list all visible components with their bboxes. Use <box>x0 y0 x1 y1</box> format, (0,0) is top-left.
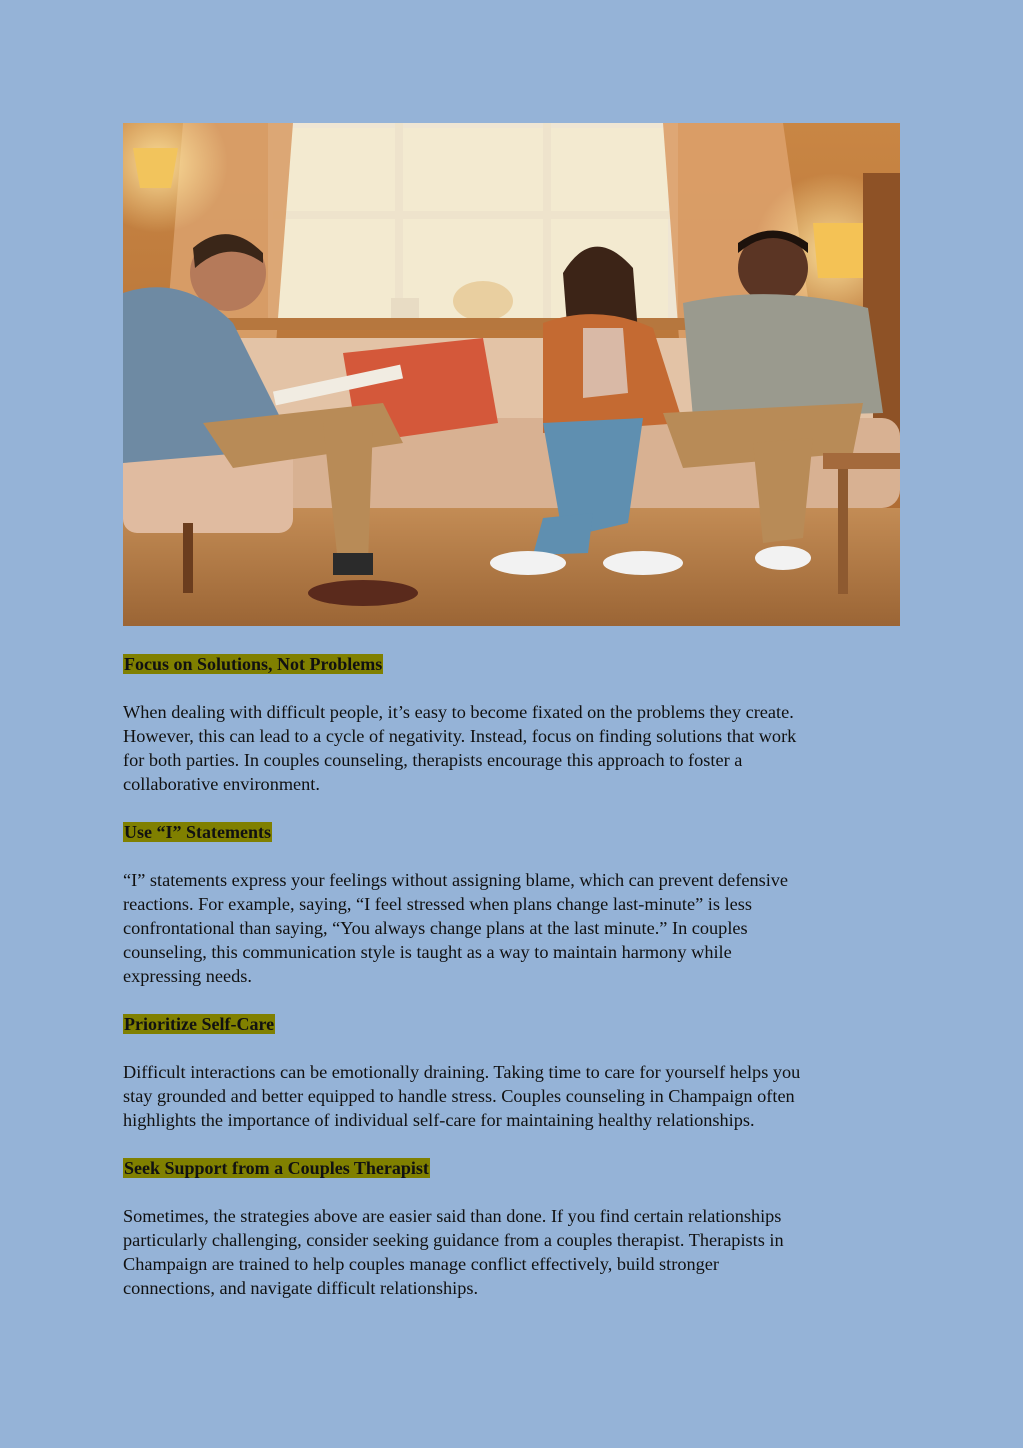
paragraph-line: Sometimes, the strategies above are easier said than done. If you find certain relationships <box>123 1206 782 1226</box>
document-page <box>123 123 900 1324</box>
paragraph-line: When dealing with difficult people, it’s easy to become fixated on the problems they create. <box>123 702 794 722</box>
paragraph-line: particularly challenging, consider seeking guidance from a couples therapist. Therapists in <box>123 1230 784 1250</box>
section-heading: Use “I” Statements <box>124 822 271 842</box>
section-paragraph <box>123 1060 900 1132</box>
paragraph-line: counseling, this communication style is taught as a way to maintain harmony while <box>123 942 732 962</box>
section-paragraph <box>123 1204 900 1300</box>
paragraph-line: Champaign are trained to help couples manage conflict effectively, build stronger <box>123 1254 719 1274</box>
section-heading: Focus on Solutions, Not Problems <box>124 654 383 674</box>
paragraph-line: Difficult interactions can be emotionally draining. Taking time to care for yourself helps you <box>123 1062 801 1082</box>
paragraph-line: expressing needs. <box>123 966 252 986</box>
article-body <box>123 652 900 1300</box>
section-paragraph <box>123 868 900 988</box>
section-paragraph <box>123 700 900 796</box>
section-self-care <box>123 1012 900 1132</box>
paragraph-line: stay grounded and better equipped to handle stress. Couples counseling in Champaign often <box>123 1086 795 1106</box>
section-therapist-support <box>123 1156 900 1300</box>
paragraph-line: “I” statements express your feelings without assigning blame, which can prevent defensive <box>123 870 789 890</box>
section-heading: Seek Support from a Couples Therapist <box>124 1158 429 1178</box>
paragraph-line: collaborative environment. <box>123 774 320 794</box>
paragraph-line: highlights the importance of individual self-care for maintaining healthy relationships. <box>123 1110 755 1130</box>
paragraph-line: confrontational than saying, “You always change plans at the last minute.” In couples <box>123 918 748 938</box>
paragraph-line: connections, and navigate difficult relationships. <box>123 1278 479 1298</box>
section-heading: Prioritize Self-Care <box>124 1014 275 1034</box>
section-solutions <box>123 652 900 796</box>
paragraph-line: for both parties. In couples counseling, therapists encourage this approach to foster a <box>123 750 743 770</box>
section-i-statements <box>123 820 900 988</box>
counseling-session-illustration <box>123 123 900 626</box>
paragraph-line: reactions. For example, saying, “I feel stressed when plans change last-minute” is less <box>123 894 752 914</box>
paragraph-line: However, this can lead to a cycle of negativity. Instead, focus on finding solutions that work <box>123 726 797 746</box>
counseling-session-photo <box>123 123 900 626</box>
